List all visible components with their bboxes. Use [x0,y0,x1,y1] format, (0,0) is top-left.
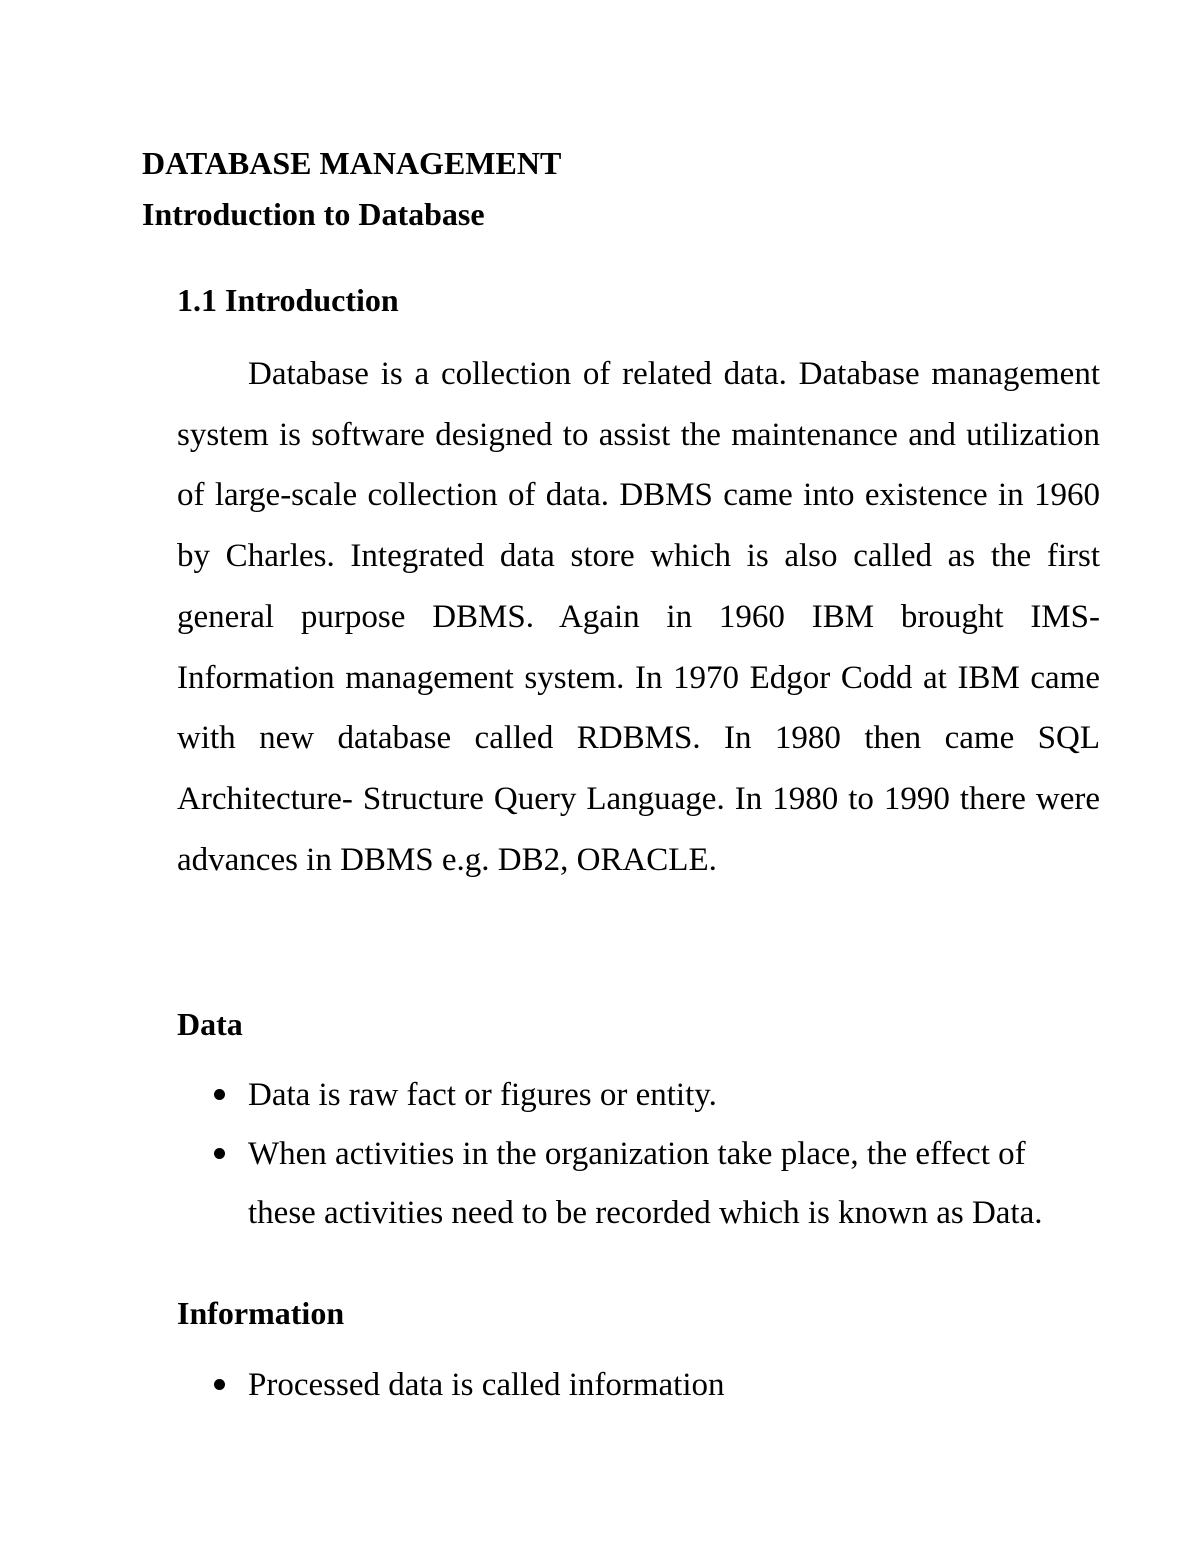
data-bullet-list [177,1066,1100,1243]
data-bullet-text: Data is raw fact or figures or entity. [248,1077,717,1113]
data-heading: Data [177,1006,243,1042]
introduction-heading: 1.1 Introduction [177,282,399,318]
information-heading: Information [177,1295,345,1331]
information-bullet-item [177,1356,1100,1415]
data-bullet-item [177,1125,1100,1243]
document-subtitle: Introduction to Database [142,196,485,232]
information-bullet-list [177,1356,1100,1415]
bullet-icon [214,1148,225,1159]
document-title: DATABASE MANAGEMENT [142,145,562,181]
introduction-paragraph: Database is a collection of related data. Database management system is software designed to assist the maintenance and utilization of large-scale collection of data. DBMS came into existence in 1960 by Charles. Integrated data store which is also called as the first general purpose DBMS. Again in 1960 IBM brought IMS-Information management system. In 1970 Edgor Codd at IBM came with new database called RDBMS. In 1980 then came SQL Architecture- Structure Query Language. In 1980 to 1990 there were advances in DBMS e.g. DB2, ORACLE. [177,356,1100,878]
data-bullet-item [177,1066,1100,1125]
bullet-icon [214,1379,225,1390]
data-bullet-text: When activities in the organization take place, the effect of these activities need to be recorded which is known as Data. [248,1136,1043,1231]
information-bullet-text: Processed data is called information [248,1367,725,1403]
bullet-icon [214,1089,225,1100]
